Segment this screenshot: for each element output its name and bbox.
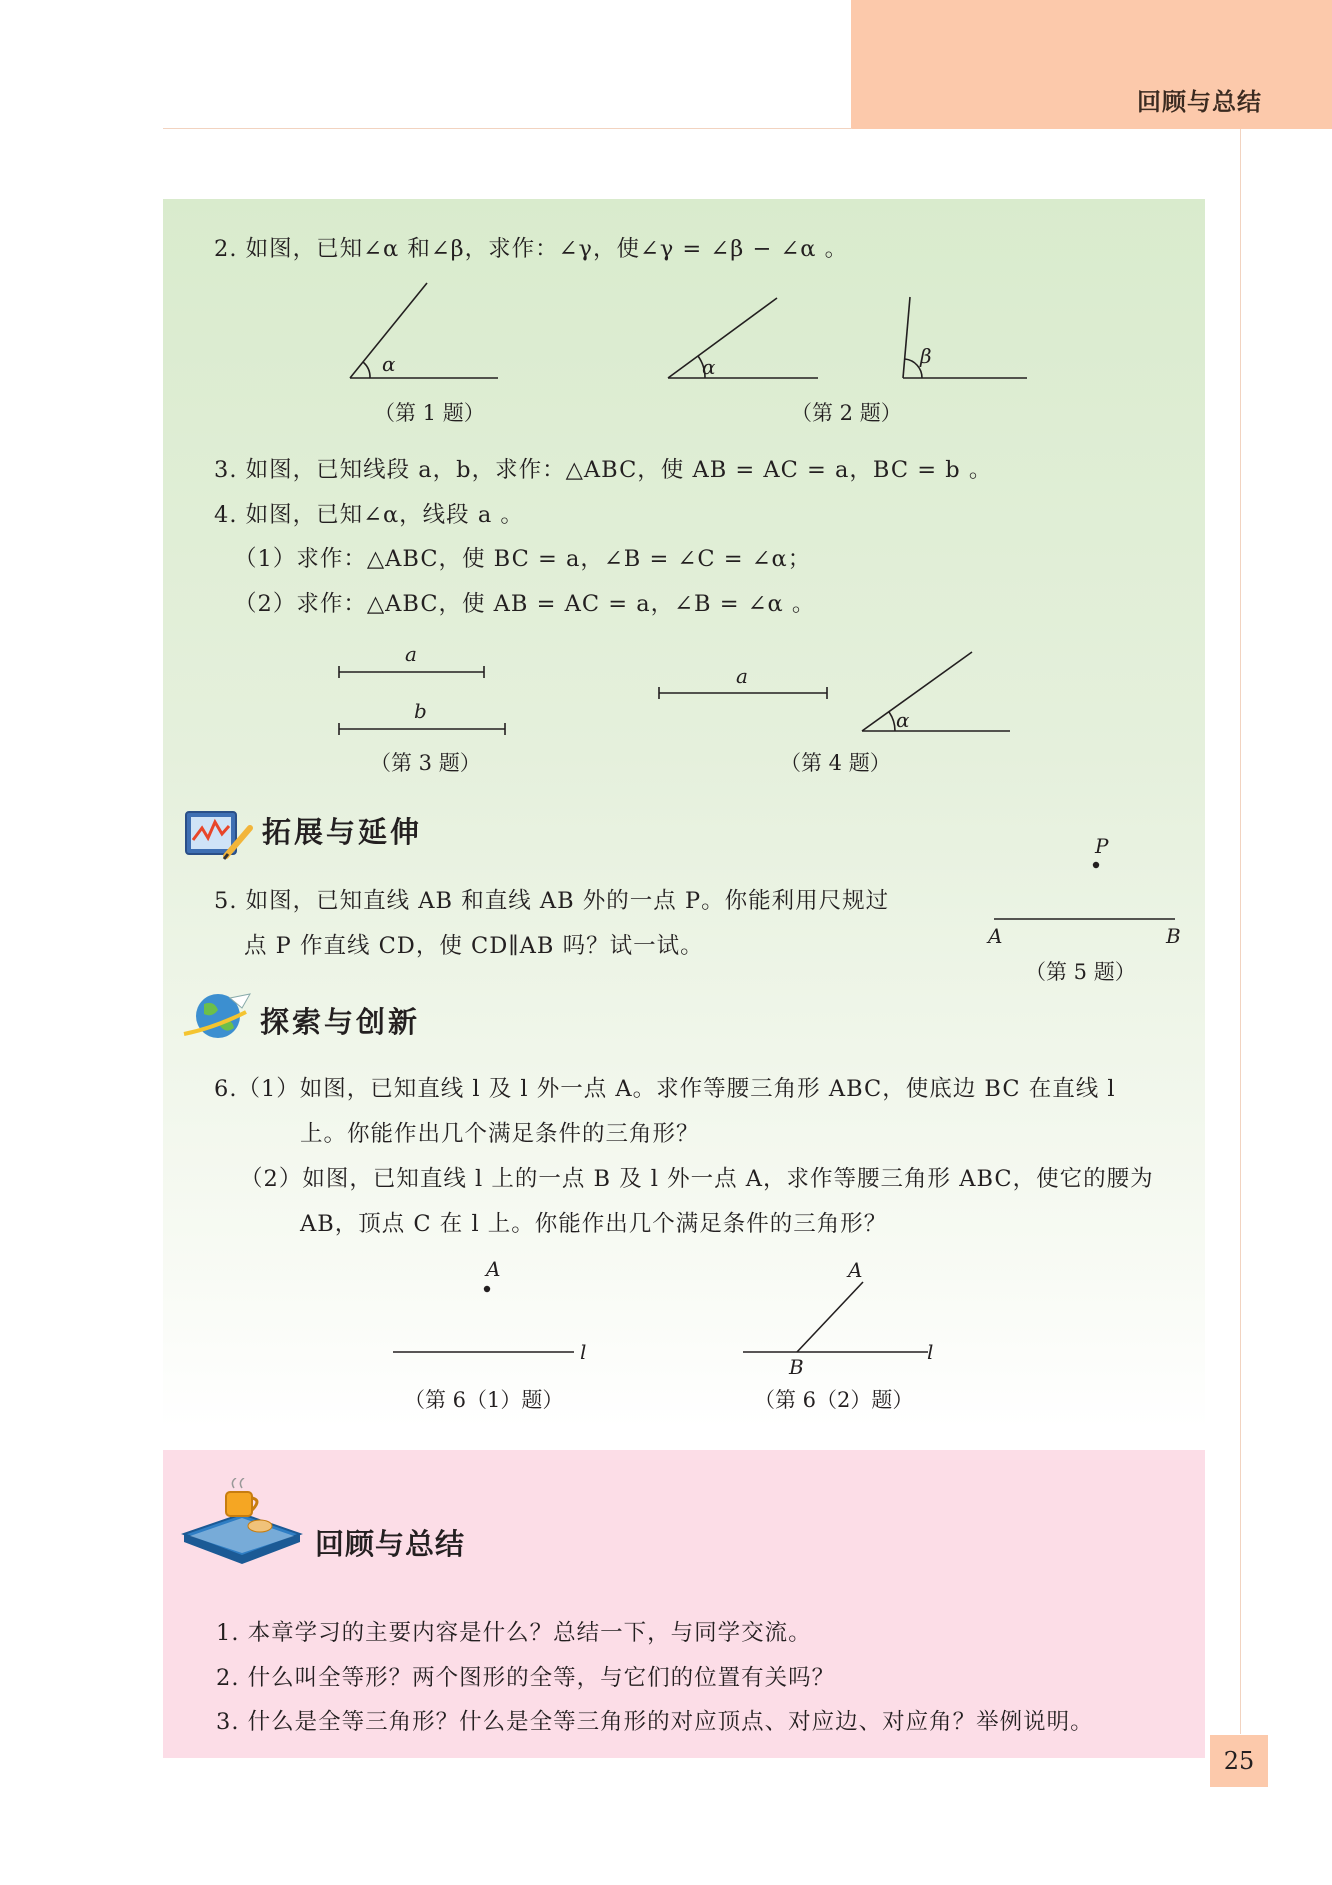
fig4-alpha-label: α	[896, 708, 910, 732]
problem-6-part-1-line-1: 6.（1）如图，已知直线 l 及 l 外一点 A。求作等腰三角形 ABC，使底边 BC 在直线 l	[214, 1076, 1116, 1102]
fig6-2-l-label: l	[927, 1340, 934, 1364]
problem-5-line-1: 5. 如图，已知直线 AB 和直线 AB 外的一点 P。你能利用尺规过	[214, 888, 890, 914]
review-section-title: 回顾与总结	[315, 1527, 466, 1561]
running-header-title: 回顾与总结	[1137, 88, 1262, 116]
problem-6-part-1-line-2: 上。你能作出几个满足条件的三角形？	[300, 1121, 700, 1147]
fig2-beta-label: β	[920, 344, 932, 368]
problem-3-text: 3. 如图，已知线段 a，b，求作：△ABC，使 AB = AC = a，BC = b 。	[214, 457, 993, 483]
extension-section-title: 拓展与延伸	[262, 815, 423, 849]
fig5-p-label: P	[1095, 834, 1109, 858]
fig3-a-label: a	[405, 642, 417, 666]
caption-q6-2: （第 6（2）题）	[754, 1388, 914, 1412]
problem-2-text: 2. 如图，已知∠α 和∠β，求作：∠γ，使∠γ = ∠β − ∠α 。	[214, 236, 849, 262]
fig6-2-a-label: A	[848, 1258, 863, 1282]
problem-4-text: 4. 如图，已知∠α，线段 a 。	[214, 502, 524, 528]
problem-5-line-2: 点 P 作直线 CD，使 CD∥AB 吗？试一试。	[244, 933, 704, 959]
fig2-beta-slant	[903, 297, 910, 378]
explore-section-title: 探索与创新	[260, 1005, 421, 1039]
book-teacup-icon	[180, 1478, 304, 1570]
fig5-a-label: A	[988, 924, 1003, 948]
fig1-angle-arc	[363, 362, 370, 378]
fig6-1-point-a	[484, 1286, 490, 1292]
fig6-2-b-label: B	[789, 1355, 804, 1379]
problem-6-part-2-line-1: （2）如图，已知直线 l 上的一点 B 及 l 外一点 A，求作等腰三角形 ABC，使它的腰为	[240, 1166, 1154, 1192]
fig3-b-label: b	[414, 699, 427, 723]
fig6-1-l-label: l	[580, 1340, 587, 1364]
fig6-1-a-label: A	[486, 1257, 501, 1281]
review-item-1: 1. 本章学习的主要内容是什么？总结一下，与同学交流。	[216, 1620, 812, 1646]
page-number: 25	[1210, 1735, 1268, 1787]
fig4-angle-arc	[889, 712, 895, 731]
problem-4-part-2: （2）求作：△ABC，使 AB = AC = a，∠B = ∠α 。	[234, 591, 816, 617]
problem-4-part-1: （1）求作：△ABC，使 BC = a，∠B = ∠C = ∠α；	[234, 546, 812, 572]
globe-plane-icon	[182, 990, 254, 1046]
chart-pen-icon	[182, 808, 254, 862]
caption-q2: （第 2 题）	[791, 401, 902, 425]
caption-q4: （第 4 题）	[780, 751, 891, 775]
fig5-point-p	[1093, 862, 1099, 868]
fig4-angle-slant	[862, 652, 972, 731]
fig5-b-label: B	[1166, 924, 1181, 948]
review-item-2: 2. 什么叫全等形？两个图形的全等，与它们的位置有关吗？	[216, 1665, 836, 1691]
review-item-3: 3. 什么是全等三角形？什么是全等三角形的对应顶点、对应边、对应角？举例说明。	[216, 1709, 1094, 1735]
fig1-alpha-label: α	[382, 352, 396, 376]
fig2-alpha-label: α	[702, 355, 716, 379]
fig6-2-segment-ab	[797, 1282, 863, 1352]
caption-q1: （第 1 题）	[374, 401, 485, 425]
caption-q5: （第 5 题）	[1025, 960, 1136, 984]
problem-6-part-2-line-2: AB，顶点 C 在 l 上。你能作出几个满足条件的三角形？	[300, 1211, 888, 1237]
caption-q6-1: （第 6（1）题）	[404, 1388, 564, 1412]
fig4-a-label: a	[736, 664, 748, 688]
caption-q3: （第 3 题）	[370, 751, 481, 775]
fig2-alpha-slant	[668, 298, 777, 378]
